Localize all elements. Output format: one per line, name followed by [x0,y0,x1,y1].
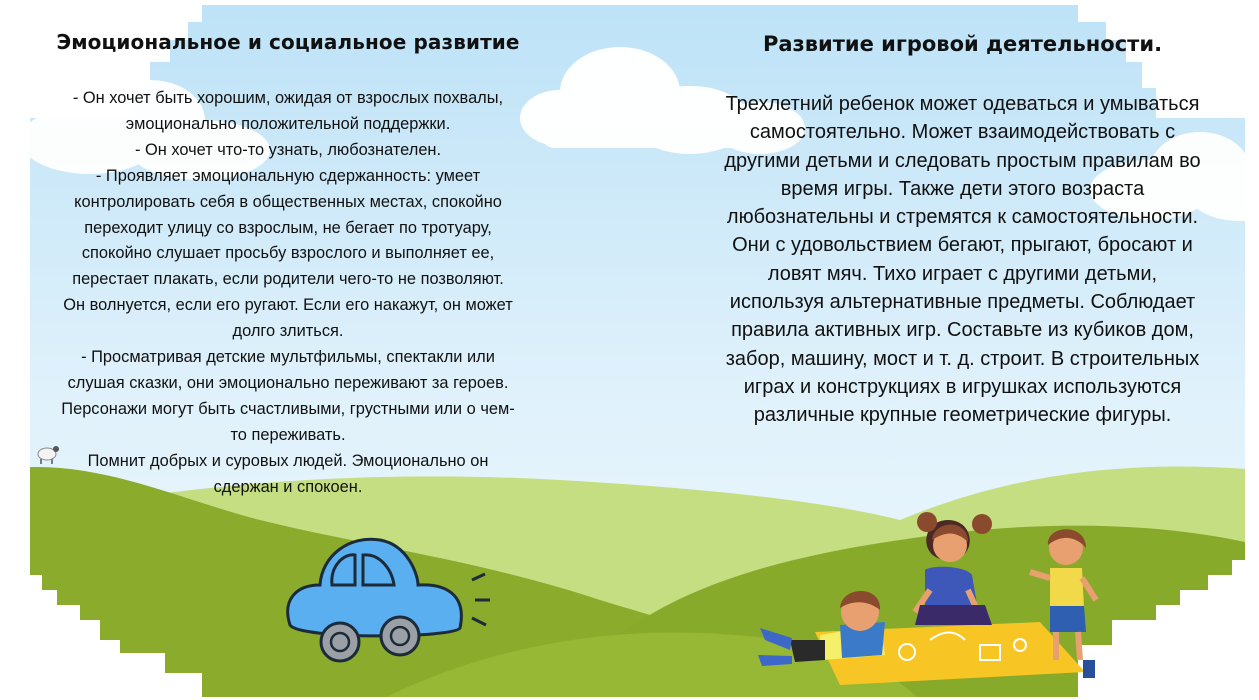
text-line: используя альтернативные предметы. Соблюдает [729,291,1196,314]
text-line: правила активных игр. Составьте из кубиков дом, [731,319,1194,342]
text-line: эмоционально положительной поддержки. [125,114,451,133]
text-line: различные крупные геометрические фигуры. [753,404,1172,427]
text-line: забор, машину, мост и т. д. строит. В строительных [725,347,1200,370]
text-line: любознательны и стремятся к самостоятельности. [726,206,1199,229]
text-line: - Проявляет эмоциональную сдержанность: умеет [95,166,481,185]
text-line: спокойно слушает просьбу взрослого и выполняет ее, [81,244,495,263]
text-line: ловят мяч. Тихо играет с другими детьми, [767,262,1158,285]
section-title-emotional: Эмоциональное и социальное развитие [56,30,520,54]
text-line: - Он хочет что-то узнать, любознателен. [134,140,442,159]
text-line: другими детьми и следовать простым правилам во [724,149,1201,172]
emotional-social-section [18,30,558,501]
text-line: то переживать. [230,425,346,444]
text-line: Персонажи могут быть счастливыми, грустными или о чем- [61,399,515,418]
text-line: играх и конструкциях в игрушках используются [743,375,1182,398]
text-line: Трехлетний ребенок может одеваться и умываться [725,93,1200,115]
text-line: Помнит добрых и суровых людей. Эмоционально он [87,451,489,470]
text-line: время игры. Также дети этого возраста [780,177,1145,200]
section-title-play: Развитие игровой деятельности. [762,32,1163,56]
emotional-text [18,86,558,501]
text-line: Он волнуется, если его ругают. Если его накажут, он может [63,296,513,315]
text-line: - Просматривая детские мультфильмы, спектакли или [81,348,495,367]
text-line: сдержан и спокоен. [213,477,363,496]
text-line: долго злиться. [232,322,344,341]
text-line: самостоятельно. Может взаимодействовать с [749,121,1176,144]
text-line: - Он хочет быть хорошим, ожидая от взрослых похвалы, [72,89,504,107]
text-line: перестает плакать, если родители чего-то не позволяют. [72,270,504,289]
text-line: переходит улицу со взрослым, не бегает по тротуару, [84,218,492,237]
play-activity-section [695,32,1230,430]
text-line: слушая сказки, они эмоционально переживают за героев. [67,373,509,392]
text-line: контролировать себя в общественных местах, спокойно [74,192,502,211]
text-line: Они с удовольствием бегают, прыгают, бросают и [732,234,1193,257]
play-text [695,90,1230,430]
